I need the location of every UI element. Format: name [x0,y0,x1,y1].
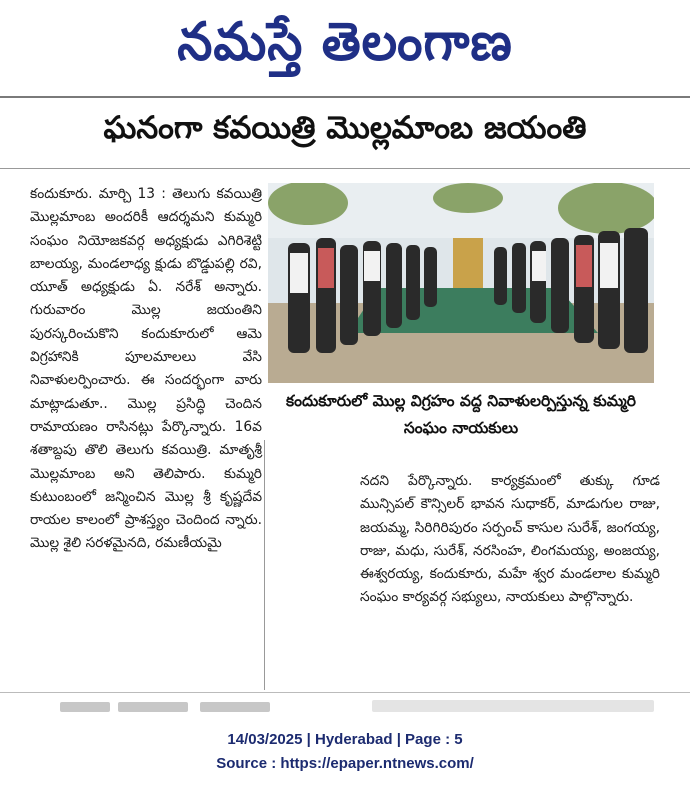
article-headline: ఘనంగా కవయిత్రి మొల్లమాంబ జయంతి [103,110,587,146]
next-article-teaser-fragment [60,702,110,712]
footer-source-link[interactable]: Source : https://epaper.ntnews.com/ [216,755,474,772]
article-body-right: నదని పేర్కొన్నారు. కార్యక్రమంలో తుక్కు గూడ మున్సిపల్ కౌన్సిలర్ భావన సుధాకర్, మాడుగుల రాజు, జయమ్మ, సిరిగిరిపురం సర్పంచ్ కాసుల సురేశ్, జంగయ్య, రాజు, మధు, సురేశ్, నరసింహ, లింగమయ్య, అంజయ్య, ఈశ్వరయ్య, కందుకూరు, మహే శ్వర మండలాల కుమ్మరి సంఘం కార్యవర్గ సభ్యులు, నాయకులు పాల్గొన్నారు. [360,473,660,606]
column-divider [264,440,265,690]
headline-rule [0,168,690,169]
footer-date-page: 14/03/2025 | Hyderabad | Page : 5 [227,731,463,748]
masthead-title: నమస్తే తెలంగాణ [177,9,513,72]
article-bottom-rule [0,692,690,693]
next-article-teaser-fragment [200,702,270,712]
masthead-rule [0,96,690,98]
photo-caption: కందుకూరులో మొల్ల విగ్రహం వద్ద నివాళులర్పిస్తున్న కుమ్మరి సంఘం నాయకులు [286,392,636,437]
group-photo-illustration [268,183,654,383]
next-article-teaser-fragment [372,700,654,712]
next-article-teaser-fragment [118,702,188,712]
article-body-left: కందుకూరు. మార్చి 13 : తెలుగు కవయిత్రి మొల్లమాంబ అందరికీ ఆదర్శమని కుమ్మరి సంఘం నియోజకవర్గ అధ్యక్షుడు ఎగిరిశెట్టి బాలయ్య, మండలాధ్య క్షుడు బొడ్డుపల్లి రవి, యూత్ అధ్యక్షుడు ఏ. నరేశ్ అన్నారు. గురువారం మొల్ల జయంతిని పురస్కరించుకొని కందుకూరులో ఆమె విగ్రహానికి పూలమాలలు వేసి నివాళులర్పించారు. ఈ సందర్భంగా వారు మాట్లాడుతూ.. మొల్ల ప్రసిద్ధి చెందిన రామాయణం రాసినట్లు పేర్కొన్నారు. 16వ శతాబ్దపు తొలి తెలుగు కవయిత్రి. మాతృశ్రీ మొల్లమాంబ అని తెలిపారు. కుమ్మరి కుటుంబంలో జన్మించిన మొల్ల శ్రీ కృష్ణదేవ రాయల కాలంలో ప్రాశస్త్యం చెందింద న్నారు. మొల్ల శైలి సరళమైనది, రమణీయమై [30,186,262,552]
newspaper-masthead [0,0,690,95]
article-photo [268,183,654,383]
